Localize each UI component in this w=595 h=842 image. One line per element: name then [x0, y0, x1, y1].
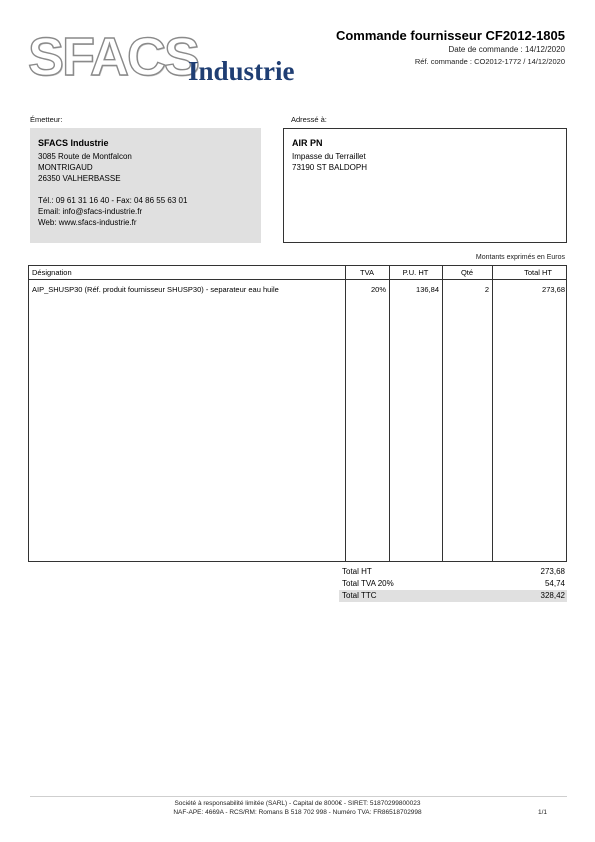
addressee-name: AIR PN — [292, 138, 323, 148]
column-divider — [345, 266, 346, 561]
total-ht-label: Total HT — [342, 567, 372, 576]
table-header-row — [29, 266, 566, 280]
total-ttc-row — [339, 590, 567, 602]
page-number: 1/1 — [537, 809, 547, 816]
header-quantity: Qté — [460, 268, 474, 277]
column-divider — [492, 266, 493, 561]
logo-wordmark: SFACS — [28, 27, 199, 87]
order-date: Date de commande : 14/12/2020 — [448, 45, 565, 54]
emitter-name: SFACS Industrie — [38, 138, 109, 148]
addressee-address-line: 73190 ST BALDOPH — [292, 163, 368, 172]
emitter-label: Émetteur: — [30, 115, 63, 124]
emitter-phone-fax: Tél.: 09 61 31 16 40 - Fax: 04 86 55 63 01 — [38, 196, 188, 205]
order-reference: Réf. commande : CO2012-1772 / 14/12/2020 — [414, 57, 565, 66]
addressee-box — [283, 128, 567, 243]
totals-block — [339, 566, 567, 602]
row-tva: 20% — [370, 285, 386, 294]
total-tva-row — [339, 578, 567, 590]
addressee-address-line: Impasse du Terraillet — [292, 152, 366, 161]
addressee-label: Adressé à: — [291, 115, 327, 124]
header-tva: TVA — [359, 268, 375, 277]
footer-divider — [30, 796, 567, 797]
row-unit-price: 136,84 — [416, 285, 439, 294]
total-ttc-label: Total TTC — [342, 591, 377, 600]
header-total-ht: Total HT — [524, 268, 552, 277]
header-designation: Désignation — [32, 268, 72, 277]
footer-legal-line: NAF-APE: 4669A - RCS/RM: Romans B 518 702 998 - Numéro TVA: FR86518702998 — [173, 809, 422, 816]
total-ht-value: 273,68 — [540, 567, 565, 576]
row-designation: AIP_SHUSP30 (Réf. produit fournisseur SHUSP30) - separateur eau huile — [32, 285, 279, 294]
order-lines-table — [28, 265, 567, 562]
column-divider — [442, 266, 443, 561]
table-row — [29, 284, 566, 296]
total-tva-label: Total TVA 20% — [342, 579, 394, 588]
total-ht-row — [339, 566, 567, 578]
emitter-email: Email: info@sfacs-industrie.fr — [38, 207, 143, 216]
logo-subtitle: Industrie — [188, 56, 295, 86]
footer-legal-line: Société à responsabilité limitée (SARL) - Capital de 8000€ - SIRET: 51870299800023 — [174, 800, 421, 807]
emitter-address-line: 3085 Route de Montfalcon — [38, 152, 132, 161]
emitter-website: Web: www.sfacs-industrie.fr — [38, 218, 137, 227]
total-ttc-value: 328,42 — [540, 591, 565, 600]
total-tva-value: 54,74 — [544, 579, 565, 588]
column-divider — [389, 266, 390, 561]
emitter-box — [30, 128, 261, 243]
header-unit-price: P.U. HT — [402, 268, 429, 277]
row-total-ht: 273,68 — [542, 285, 565, 294]
row-quantity: 2 — [484, 285, 489, 294]
emitter-address-line: 26350 VALHERBASSE — [38, 174, 121, 183]
company-logo — [28, 28, 318, 90]
emitter-address-line: MONTRIGAUD — [38, 163, 93, 172]
document-title: Commande fournisseur CF2012-1805 — [335, 28, 565, 43]
currency-note: Montants exprimés en Euros — [475, 254, 565, 261]
